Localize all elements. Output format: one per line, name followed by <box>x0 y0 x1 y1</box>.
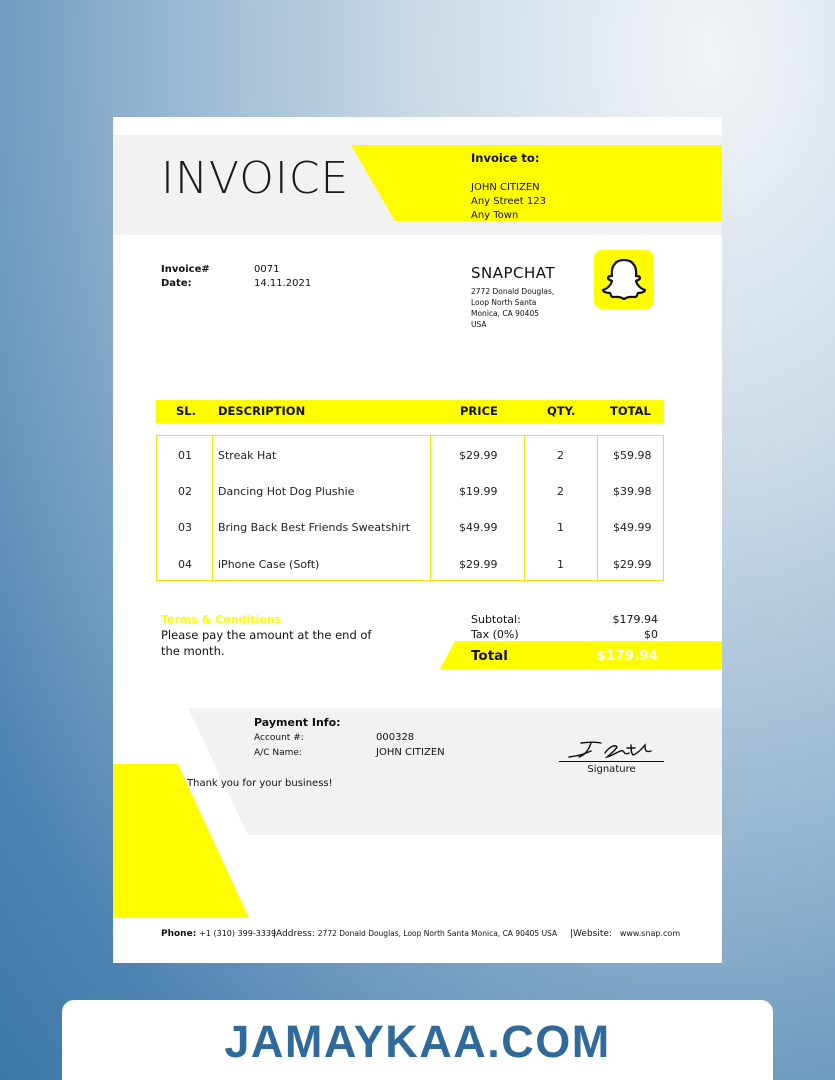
payment-heading: Payment Info: <box>254 716 341 729</box>
invoice-number-value: 0071 <box>254 264 280 275</box>
bill-to-street: Any Street 123 <box>471 196 546 207</box>
column-header-sl: SL. <box>176 404 196 418</box>
footer-website-label: |Website: <box>570 929 612 939</box>
cell-description: Bring Back Best Friends Sweatshirt <box>218 521 411 534</box>
cell-price: $49.99 <box>459 521 498 534</box>
cell-total: $29.99 <box>613 558 652 571</box>
cell-total: $49.99 <box>613 521 652 534</box>
bill-to-heading: Invoice to: <box>471 151 540 165</box>
footer-address-label: |Address: <box>273 929 315 939</box>
invoice-date-value: 14.11.2021 <box>254 278 312 289</box>
account-name-value: JOHN CITIZEN <box>376 747 445 758</box>
invoice-number-label: Invoice# <box>161 264 210 275</box>
footer-phone-label: Phone: <box>161 929 197 939</box>
company-address-line: Monica, CA 90405 <box>471 309 539 318</box>
cell-price: $19.99 <box>459 485 498 498</box>
cell-description: iPhone Case (Soft) <box>218 558 320 571</box>
footer-address-value: 2772 Donald Douglas, Loop North Santa Monica, CA 90405 USA <box>317 929 558 938</box>
watermark-text: JAMAYKAA.COM <box>224 1016 611 1067</box>
bill-to-town: Any Town <box>471 210 519 221</box>
column-header-total: TOTAL <box>610 404 651 418</box>
total-value: $179.94 <box>596 648 658 664</box>
payment-band <box>113 117 722 963</box>
invoice-date-label: Date: <box>161 278 192 289</box>
terms-heading: Terms & Conditions <box>161 613 282 626</box>
footer-website <box>570 929 680 939</box>
cell-total: $39.98 <box>613 485 652 498</box>
cell-qty: 1 <box>557 558 564 571</box>
footer-website-value: www.snap.com <box>619 929 681 938</box>
thank-you-note: Thank you for your business! <box>187 778 333 789</box>
invoice-document <box>113 117 722 963</box>
cell-qty: 1 <box>557 521 564 534</box>
column-header-price: PRICE <box>460 404 498 418</box>
watermark-banner <box>62 1000 773 1080</box>
cell-description: Dancing Hot Dog Plushie <box>218 485 355 498</box>
cell-description: Streak Hat <box>218 449 277 462</box>
tax-value: $0 <box>644 628 658 641</box>
footer-address <box>273 929 557 939</box>
cell-price: $29.99 <box>459 449 498 462</box>
footer-phone-value: +1 (310) 399-3339 <box>199 929 277 938</box>
signature-line <box>559 761 664 762</box>
bill-to-name: JOHN CITIZEN <box>471 182 540 193</box>
column-header-qty: QTY. <box>547 404 576 418</box>
company-address-line: Loop North Santa <box>471 298 537 307</box>
subtotal-label: Subtotal: <box>471 613 521 626</box>
cell-total: $59.98 <box>613 449 652 462</box>
account-value: 000328 <box>376 732 415 743</box>
cell-qty: 2 <box>557 449 564 462</box>
cell-sl: 04 <box>178 558 192 571</box>
cell-sl: 02 <box>178 485 192 498</box>
cell-sl: 03 <box>178 521 192 534</box>
tax-label: Tax (0%) <box>471 628 519 641</box>
company-address-line: 2772 Donald Douglas, <box>471 287 555 296</box>
terms-text: Please pay the amount at the end of the month. <box>161 628 372 658</box>
subtotal-value: $179.94 <box>612 613 658 626</box>
invoice-title: INVOICE <box>161 153 350 204</box>
company-address-line: USA <box>471 320 487 329</box>
total-label: Total <box>471 648 508 664</box>
column-header-description: DESCRIPTION <box>218 404 306 418</box>
signature-script <box>565 739 657 761</box>
cell-price: $29.99 <box>459 558 498 571</box>
account-label: Account #: <box>254 733 304 743</box>
account-name-label: A/C Name: <box>254 748 302 758</box>
company-name: SNAPCHAT <box>471 264 556 282</box>
cell-sl: 01 <box>178 449 192 462</box>
footer-phone <box>161 929 276 939</box>
cell-qty: 2 <box>557 485 564 498</box>
signature-label: Signature <box>587 764 636 775</box>
